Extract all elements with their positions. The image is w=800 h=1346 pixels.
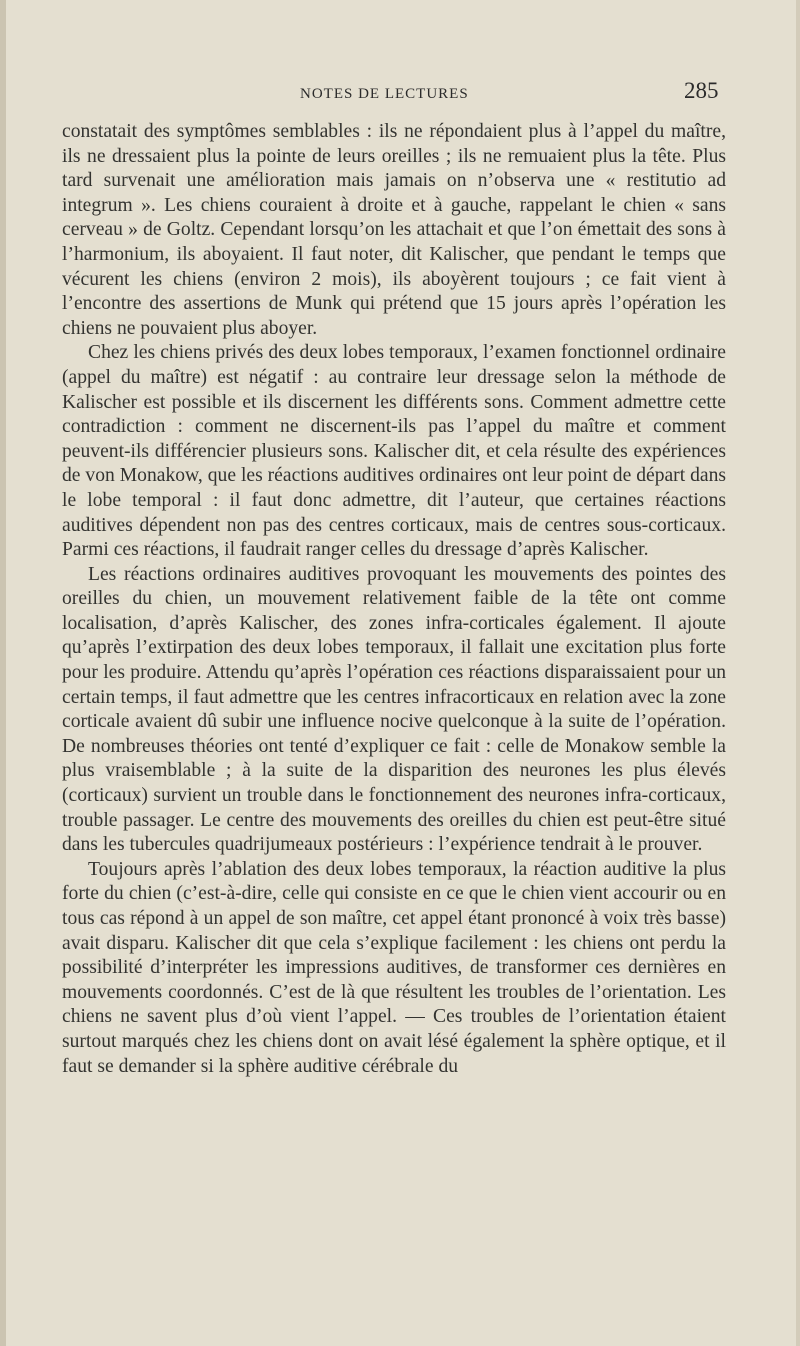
page-number: 285 xyxy=(684,78,719,103)
page-edge-right xyxy=(796,0,800,1346)
running-head-title: NOTES DE LECTURES xyxy=(300,86,469,102)
paragraph-temporal-lobes: Chez les chiens privés des deux lobes temporaux, l’examen fonctionnel ordinaire (appel du maître) est négatif : au contraire leur dressage selon la méthode de Kalischer est possible et ils discernent les différents sons. Comment admettre cette contradiction : comment ne discernent-ils pas l’appel du maître et comment peuvent-ils différencier plusieurs sons. Kalischer dit, et cela résulte des expériences de von Monakow, que les réactions auditives ordinaires ont leur point de départ dans le lobe temporal : il faut donc admettre, dit l’auteur, que certaines réactions auditives dépendent non pas des centres corticaux, mais de centres sous-corticaux. Parmi ces réactions, il faudrait ranger celles du dressage d’après Kalischer. xyxy=(62,342,726,561)
running-head xyxy=(0,78,800,108)
paragraph-ordinary-reactions: Les réactions ordinaires auditives provoquant les mouvements des pointes des oreilles du chien, un mouvement relativement faible de la tête ont comme localisation, d’après Kalischer, des zones infra-corticales également. Il ajoute qu’après l’extirpation des deux lobes temporaux, il fallait une excitation plus forte pour les produire. Attendu qu’après l’opération ces réactions disparaissaient pour un certain temps, il faut admettre que les centres infracorticaux en relation avec la zone corticale avaient dû subir une influence nocive quelconque à la suite de l’opération. De nombreuses théories ont tenté d’expliquer ce fait : celle de Monakow semble la plus vraisemblable ; à la suite de la disparition des neurones les plus élevés (corticaux) survient un trouble dans le fonctionnement des neurones infra-corticaux, trouble passager. Le centre des mouvements des oreilles du chien est peut-être situé dans les tubercules quadrijumeaux postérieurs : l’expérience tendrait à le prouver. xyxy=(62,563,726,856)
body-text xyxy=(62,120,726,1079)
page-edge-left xyxy=(0,0,6,1346)
paragraph-ablation: Toujours après l’ablation des deux lobes temporaux, la réaction auditive la plus forte du chien (c’est-à-dire, celle qui consiste en ce que le chien vient accourir ou en tous cas répond à un appel de son maître, cet appel étant prononcé à voix très basse) avait disparu. Kalischer dit que cela s’explique facilement : les chiens ont perdu la possibilité d’interpréter les impressions auditives, de transformer ces dernières en mouvements coordonnés. C’est de là que résultent les troubles de l’orientation. Les chiens ne savent plus d’où vient l’appel. — Ces troubles de l’orientation étaient surtout marqués chez les chiens dont on avait lésé également la sphère optique, et il faut se demander si la sphère auditive cérébrale du xyxy=(62,858,726,1077)
paragraph-continued: constatait des symptômes semblables : ils ne répondaient plus à l’appel du maître, ils ne dressaient plus la pointe de leurs oreilles ; ils ne remuaient plus la tête. Plus tard survenait une amélioration mais jamais on n’observa une « restitutio ad integrum ». Les chiens couraient à droite et à gauche, rappelant le chien « sans cerveau » de Goltz. Cependant lorsqu’on les attachait et que l’on émettait des sons à l’harmonium, ils aboyaient. Il faut noter, dit Kalischer, que pendant le temps que vécurent les chiens (environ 2 mois), ils aboyèrent toujours ; ce fait vient à l’encontre des assertions de Munk qui prétend que 15 jours après l’opération les chiens ne pouvaient plus aboyer. xyxy=(62,121,726,339)
